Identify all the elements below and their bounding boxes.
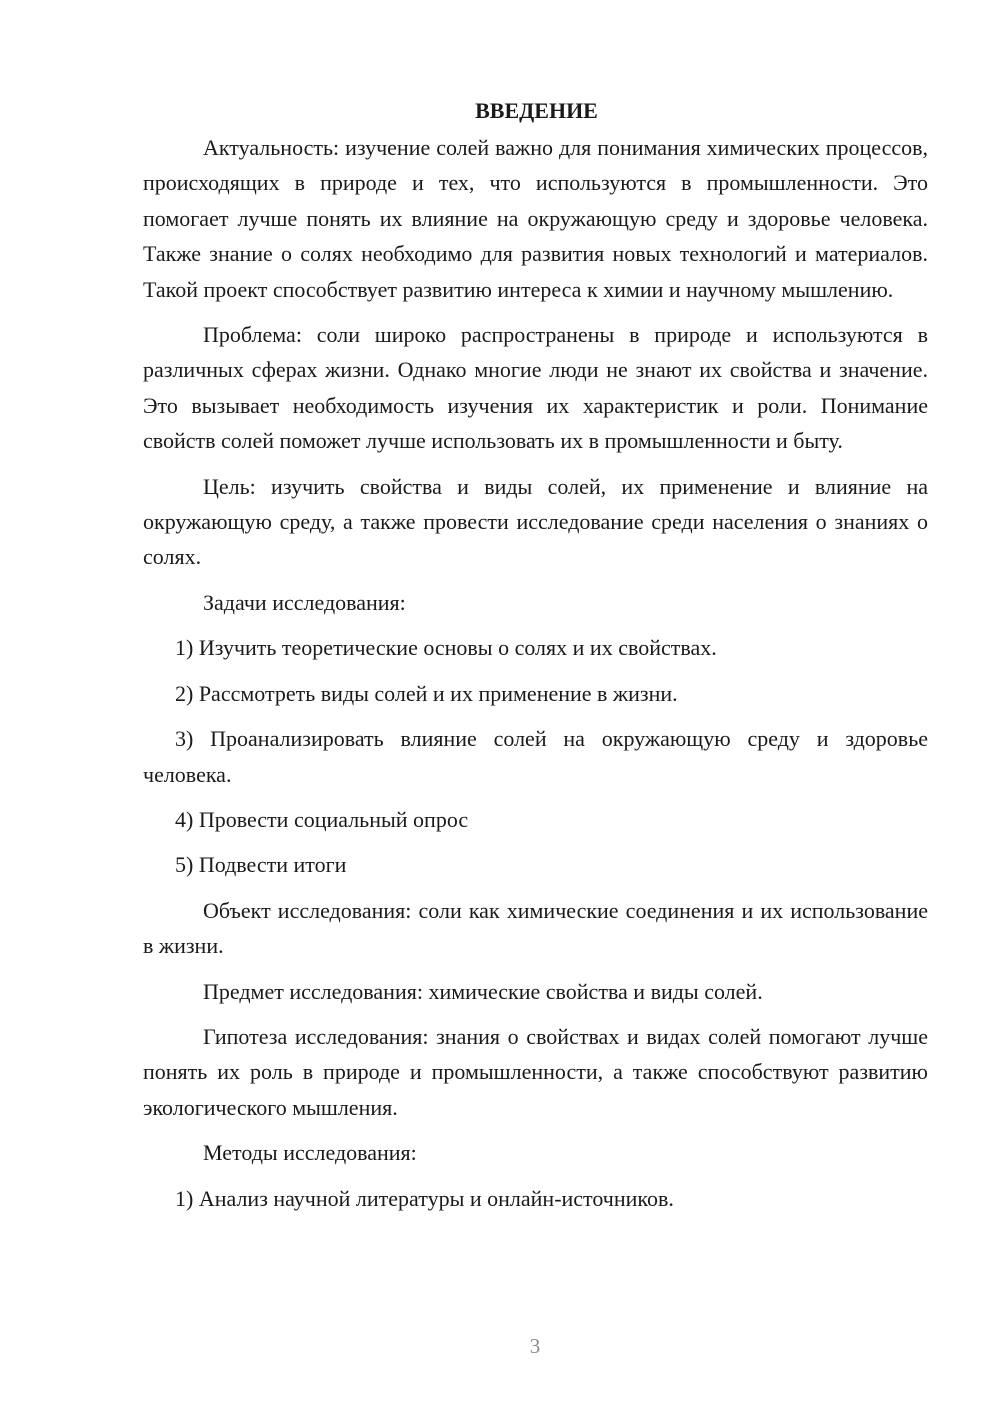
page-content — [143, 94, 928, 1226]
method-item-1: 1) Анализ научной литературы и онлайн-источников. — [175, 1185, 674, 1211]
subject-paragraph: Предмет исследования: химические свойства и виды солей. — [203, 978, 763, 1004]
task-item-3: 3) Проанализировать влияние солей на окружающую среду и здоровье человека. — [143, 726, 928, 787]
problem-paragraph: Проблема: соли широко распространены в природе и используются в различных сферах жизни. Однако многие люди не знают их свойства и значение. Это вызывает необходимость изучения их характеристик и роли. Понимание свойств солей поможет лучше использовать их в промышленности и быту. — [143, 322, 928, 454]
page-number: 3 — [529, 1334, 541, 1358]
tasks-title: Задачи исследования: — [203, 589, 406, 615]
task-item-4: 4) Провести социальный опрос — [175, 806, 469, 832]
goal-paragraph: Цель: изучить свойства и виды солей, их применение и влияние на окружающую среду, а также провести исследование среди населения о знаниях о солях. — [143, 473, 928, 570]
methods-title: Методы исследования: — [203, 1140, 417, 1166]
relevance-paragraph: Актуальность: изучение солей важно для понимания химических процессов, происходящих в природе и тех, что используются в промышленности. Это помогает лучше понять их влияние на окружающую среду и здоровье человека. Также знание о солях необходимо для развития новых технологий и материалов. Такой проект способствует развитию интереса к химии и научному мышлению. — [143, 135, 928, 302]
object-paragraph: Объект исследования: соли как химические соединения и их использование в жизни. — [143, 897, 928, 959]
task-item-5: 5) Подвести итоги — [175, 852, 347, 878]
section-heading: ВВЕДЕНИЕ — [475, 98, 598, 123]
task-item-2: 2) Рассмотреть виды солей и их применение в жизни. — [175, 680, 678, 706]
task-item-1: 1) Изучить теоретические основы о солях и их свойствах. — [175, 635, 717, 661]
hypothesis-paragraph: Гипотеза исследования: знания о свойствах и видах солей помогают лучше понять их роль в природе и промышленности, а также способствуют развитию экологического мышления. — [143, 1023, 928, 1120]
